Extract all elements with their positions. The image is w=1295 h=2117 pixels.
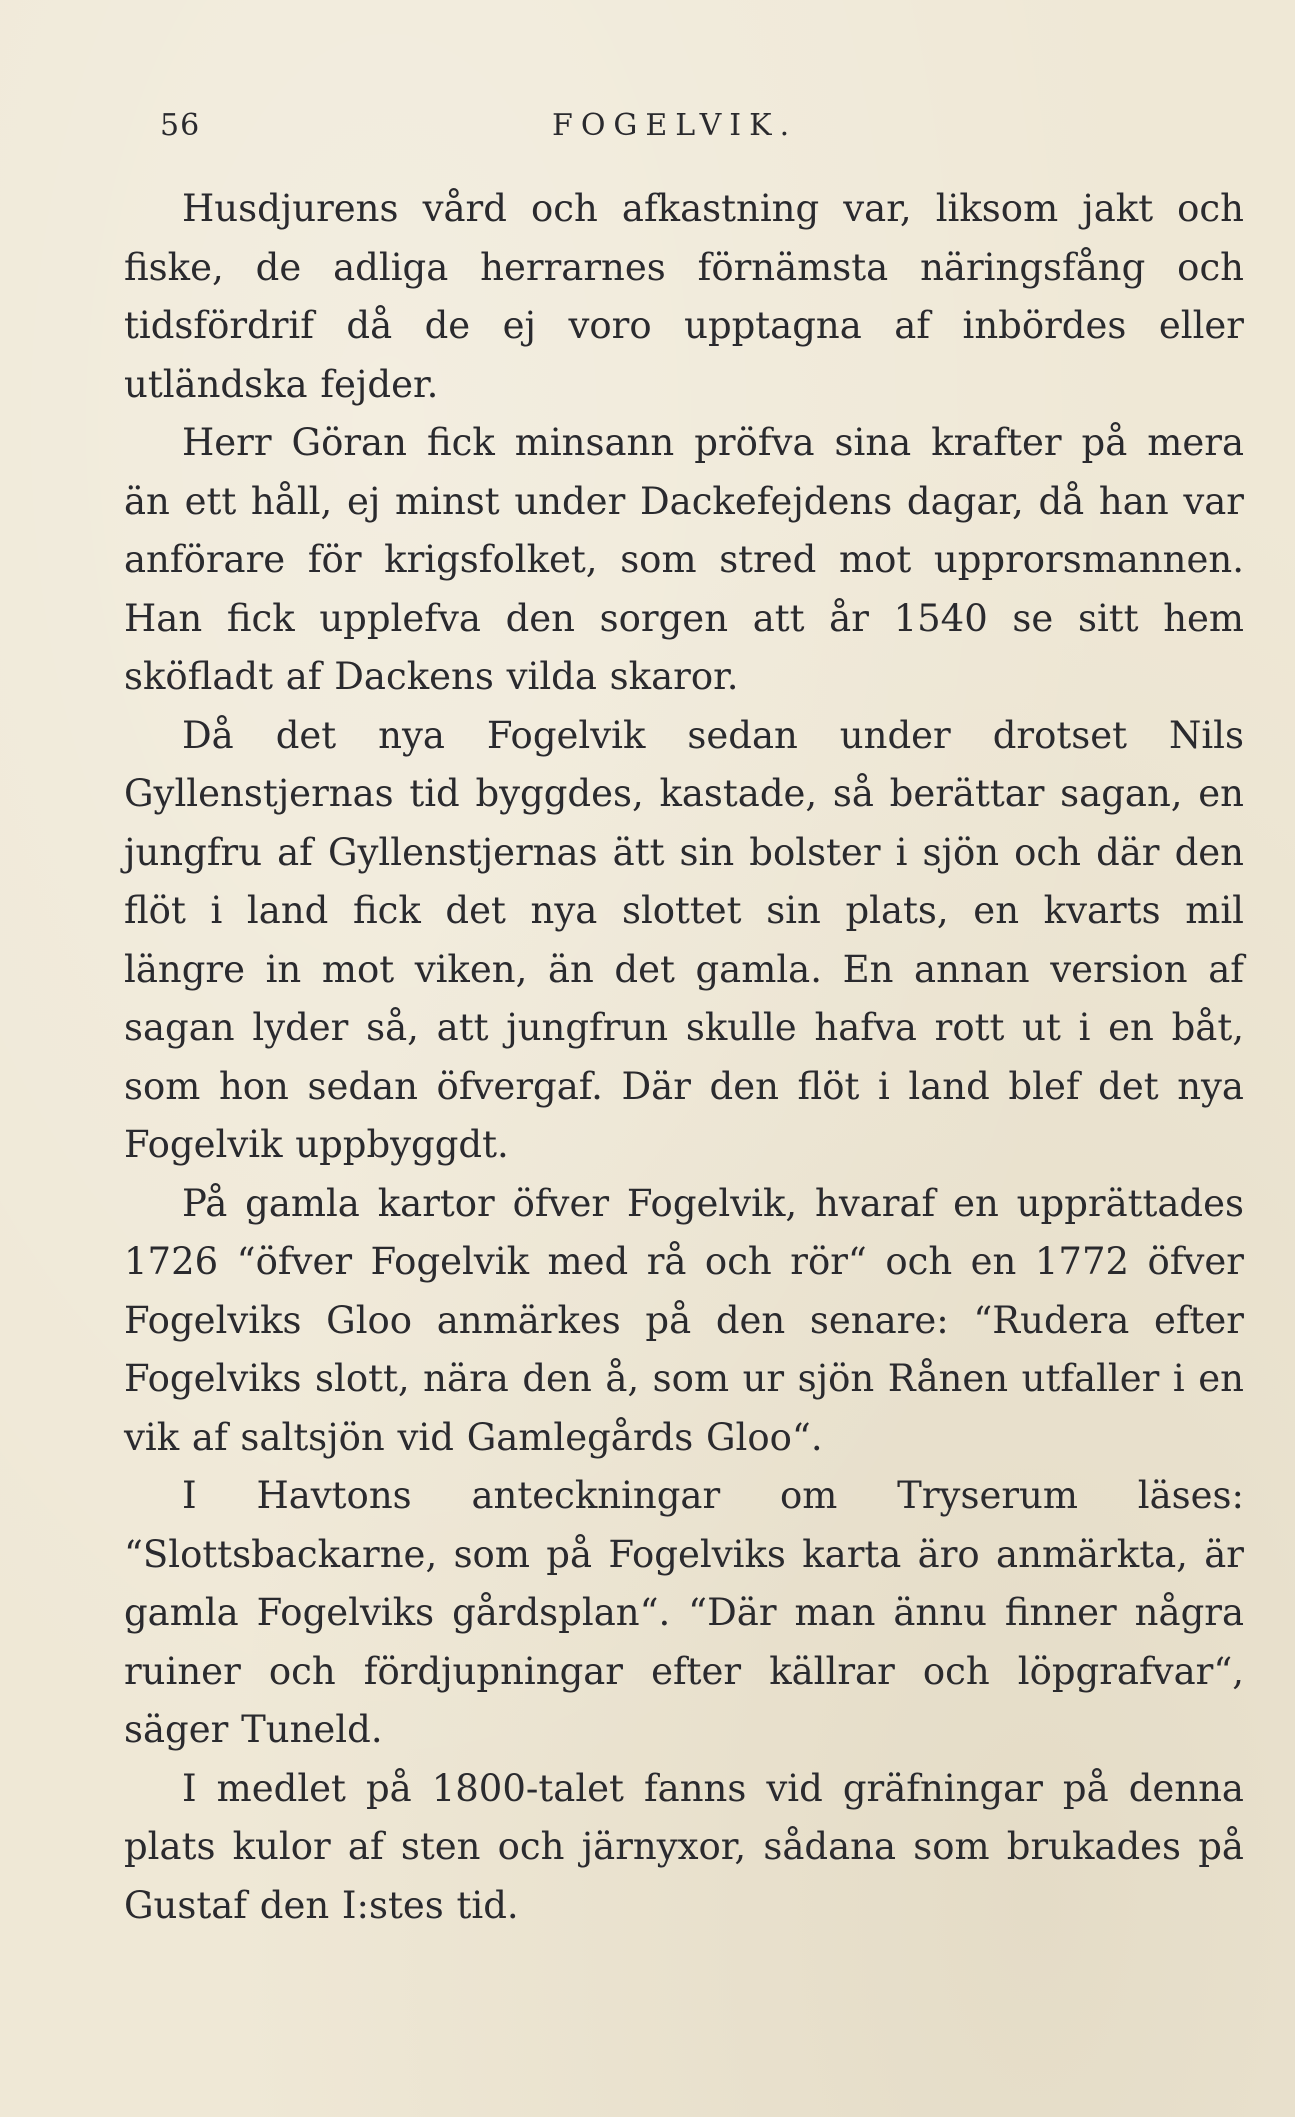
page-header xyxy=(160,108,1160,158)
paragraph-havton-notes: I Havtons anteckningar om Tryserum läses: “Slottsbackarne, som på Fogelviks karta äro anmärkta, är gamla Fogelviks gårdsplan“. “Där man ännu finner några ruiner och fördjupningar efter källrar och löpgrafvar“, säger Tuneld. xyxy=(124,1474,1244,1751)
paragraph-excavations: I medlet på 1800-talet fanns vid gräfningar på denna plats kulor af sten och järnyxor, sådana som brukades på Gustaf den I:stes tid. xyxy=(124,1766,1244,1927)
body-text xyxy=(124,180,1244,2020)
paragraph-legend: Då det nya Fogelvik sedan under drotset Nils Gyllenstjernas tid byggdes, kastade, så berättar sagan, en jungfru af Gyllenstjernas ätt sin bolster i sjön och där den flöt i land fick det nya slottet sin plats, en kvarts mil längre in mot viken, än det gamla. En annan version af sagan lyder så, att jungfrun skulle hafva rott ut i en båt, som hon sedan öfvergaf. Där den flöt i land blef det nya Fogelvik uppbyggdt. xyxy=(124,713,1244,1166)
paragraph-old-maps: På gamla kartor öfver Fogelvik, hvaraf en upprättades 1726 “öfver Fogelvik med rå och rör“ och en 1772 öfver Fogelviks Gloo anmärkes på den senare: “Rudera efter Fogelviks slott, nära den å, som ur sjön Rånen utfaller i en vik af saltsjön vid Gamlegårds Gloo“. xyxy=(124,1181,1244,1459)
paragraph-livestock: Husdjurens vård och afkastning var, liksom jakt och fiske, de adliga herrarnes förnämsta näringsfång och tidsfördrif då de ej voro upptagna af inbördes eller utländska fejder. xyxy=(124,187,1244,406)
page-number: 56 xyxy=(160,108,201,143)
paragraph-herr-goran: Herr Göran fick minsann pröfva sina krafter på mera än ett håll, ej minst under Dackefejdens dagar, då han var anförare för krigsfolket, som stred mot upprorsmannen. Han fick upplefva den sorgen att år 1540 se sitt hem sköfladt af Dackens vilda skaror. xyxy=(124,421,1244,698)
running-title: FOGELVIK. xyxy=(552,108,798,143)
